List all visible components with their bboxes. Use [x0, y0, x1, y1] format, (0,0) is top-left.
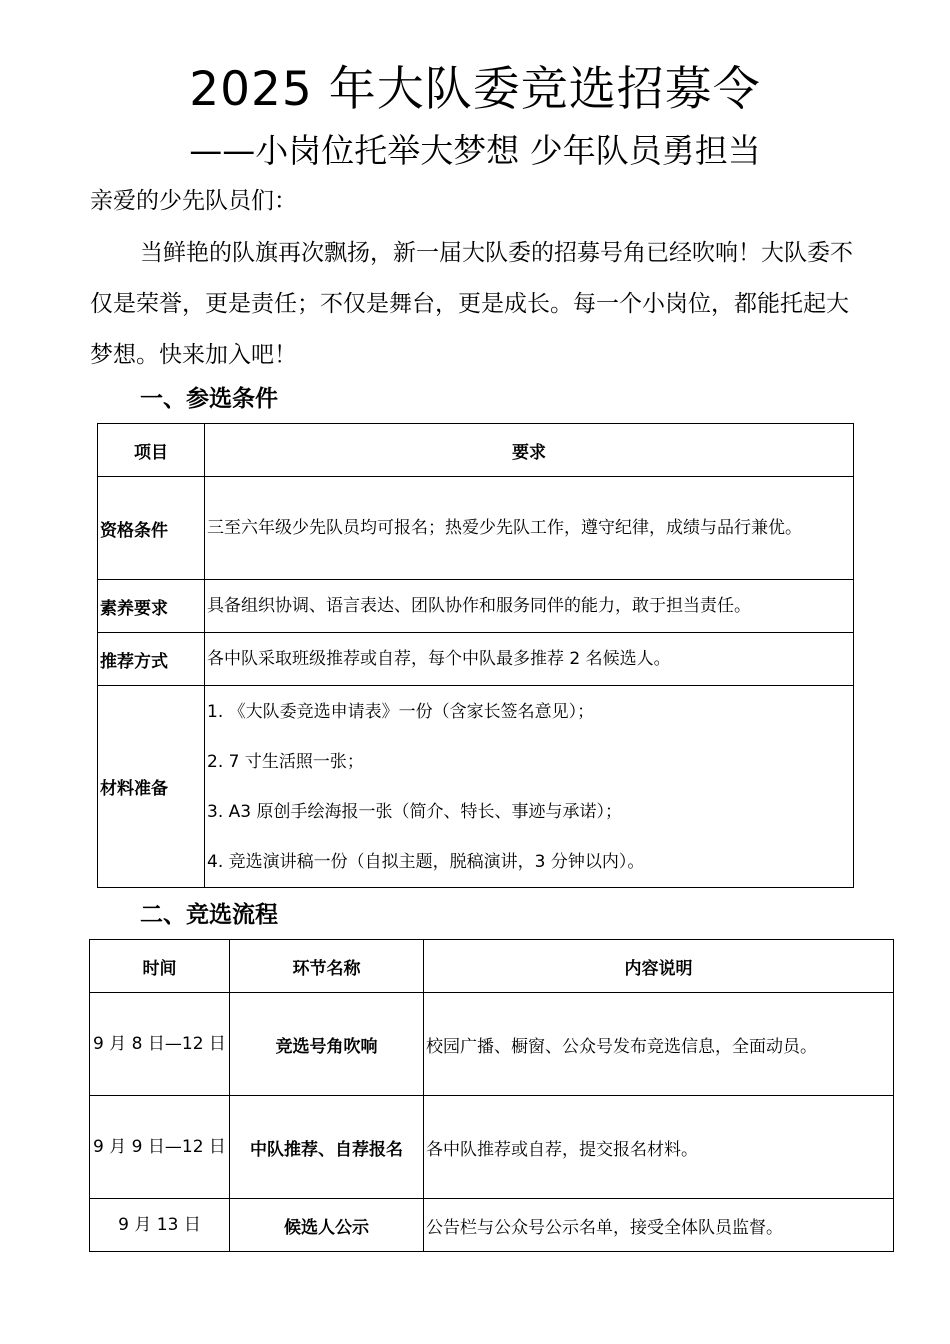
- row-description: 公告栏与公众号公示名单，接受全体队员监督。: [424, 1199, 894, 1252]
- intro-paragraph: 当鲜艳的队旗再次飘扬，新一届大队委的招募号角已经吹响！大队委不仅是荣誉，更是责任；不仅是舞台，更是成长。每一个小岗位，都能托起大梦想。快来加入吧！: [90, 240, 853, 368]
- row-text: 各中队采取班级推荐或自荐，每个中队最多推荐 2 名候选人。: [205, 633, 854, 686]
- table-row: [98, 580, 854, 633]
- row-text: 三至六年级少先队员均可报名；热爱少先队工作，遵守纪律，成绩与品行兼优。: [205, 477, 854, 580]
- row-description: 校园广播、橱窗、公众号发布竞选信息，全面动员。: [424, 993, 894, 1096]
- row-text: 具备组织协调、语言表达、团队协作和服务同伴的能力，敢于担当责任。: [205, 580, 854, 633]
- table-row: [90, 993, 894, 1096]
- row-stage: 候选人公示: [230, 1199, 424, 1252]
- section-heading-conditions: 一、参选条件: [140, 386, 278, 412]
- row-label: 资格条件: [98, 477, 205, 580]
- header-item: 项目: [98, 424, 205, 477]
- table-row: [90, 1199, 894, 1252]
- row-label: 材料准备: [98, 686, 205, 888]
- section-heading-process: 二、竞选流程: [140, 902, 278, 928]
- table-header-row: [90, 940, 894, 993]
- row-stage: 竞选号角吹响: [230, 993, 424, 1096]
- table-row: [90, 1096, 894, 1199]
- row-label: 素养要求: [98, 580, 205, 633]
- list-item: 1. 《大队委竞选申请表》一份（含家长签名意见）；: [207, 701, 595, 722]
- greeting: 亲爱的少先队员们：: [90, 188, 297, 214]
- header-stage: 环节名称: [230, 940, 424, 993]
- table-row: [98, 633, 854, 686]
- page-subtitle: ——小岗位托举大梦想 少年队员勇担当: [189, 131, 761, 170]
- table-row: [98, 686, 854, 888]
- table-header-row: [98, 424, 854, 477]
- row-time: 9 月 8 日—12 日: [90, 993, 230, 1096]
- row-description: 各中队推荐或自荐，提交报名材料。: [424, 1096, 894, 1199]
- row-stage: 中队推荐、自荐报名: [230, 1096, 424, 1199]
- row-label: 推荐方式: [98, 633, 205, 686]
- row-time: 9 月 13 日: [90, 1199, 230, 1252]
- header-description: 内容说明: [424, 940, 894, 993]
- process-table: [89, 939, 894, 1252]
- header-requirement: 要求: [205, 424, 854, 477]
- list-item: 2. 7 寸生活照一张；: [207, 751, 364, 772]
- list-item: 3. A3 原创手绘海报一张（简介、特长、事迹与承诺）；: [207, 801, 622, 822]
- conditions-table: [97, 423, 854, 888]
- header-time: 时间: [90, 940, 230, 993]
- page-title: 2025 年大队委竞选招募令: [189, 62, 761, 117]
- list-item: 4. 竞选演讲稿一份（自拟主题，脱稿演讲，3 分钟以内）。: [207, 851, 645, 872]
- table-row: [98, 477, 854, 580]
- materials-list: [205, 686, 854, 888]
- row-time: 9 月 9 日—12 日: [90, 1096, 230, 1199]
